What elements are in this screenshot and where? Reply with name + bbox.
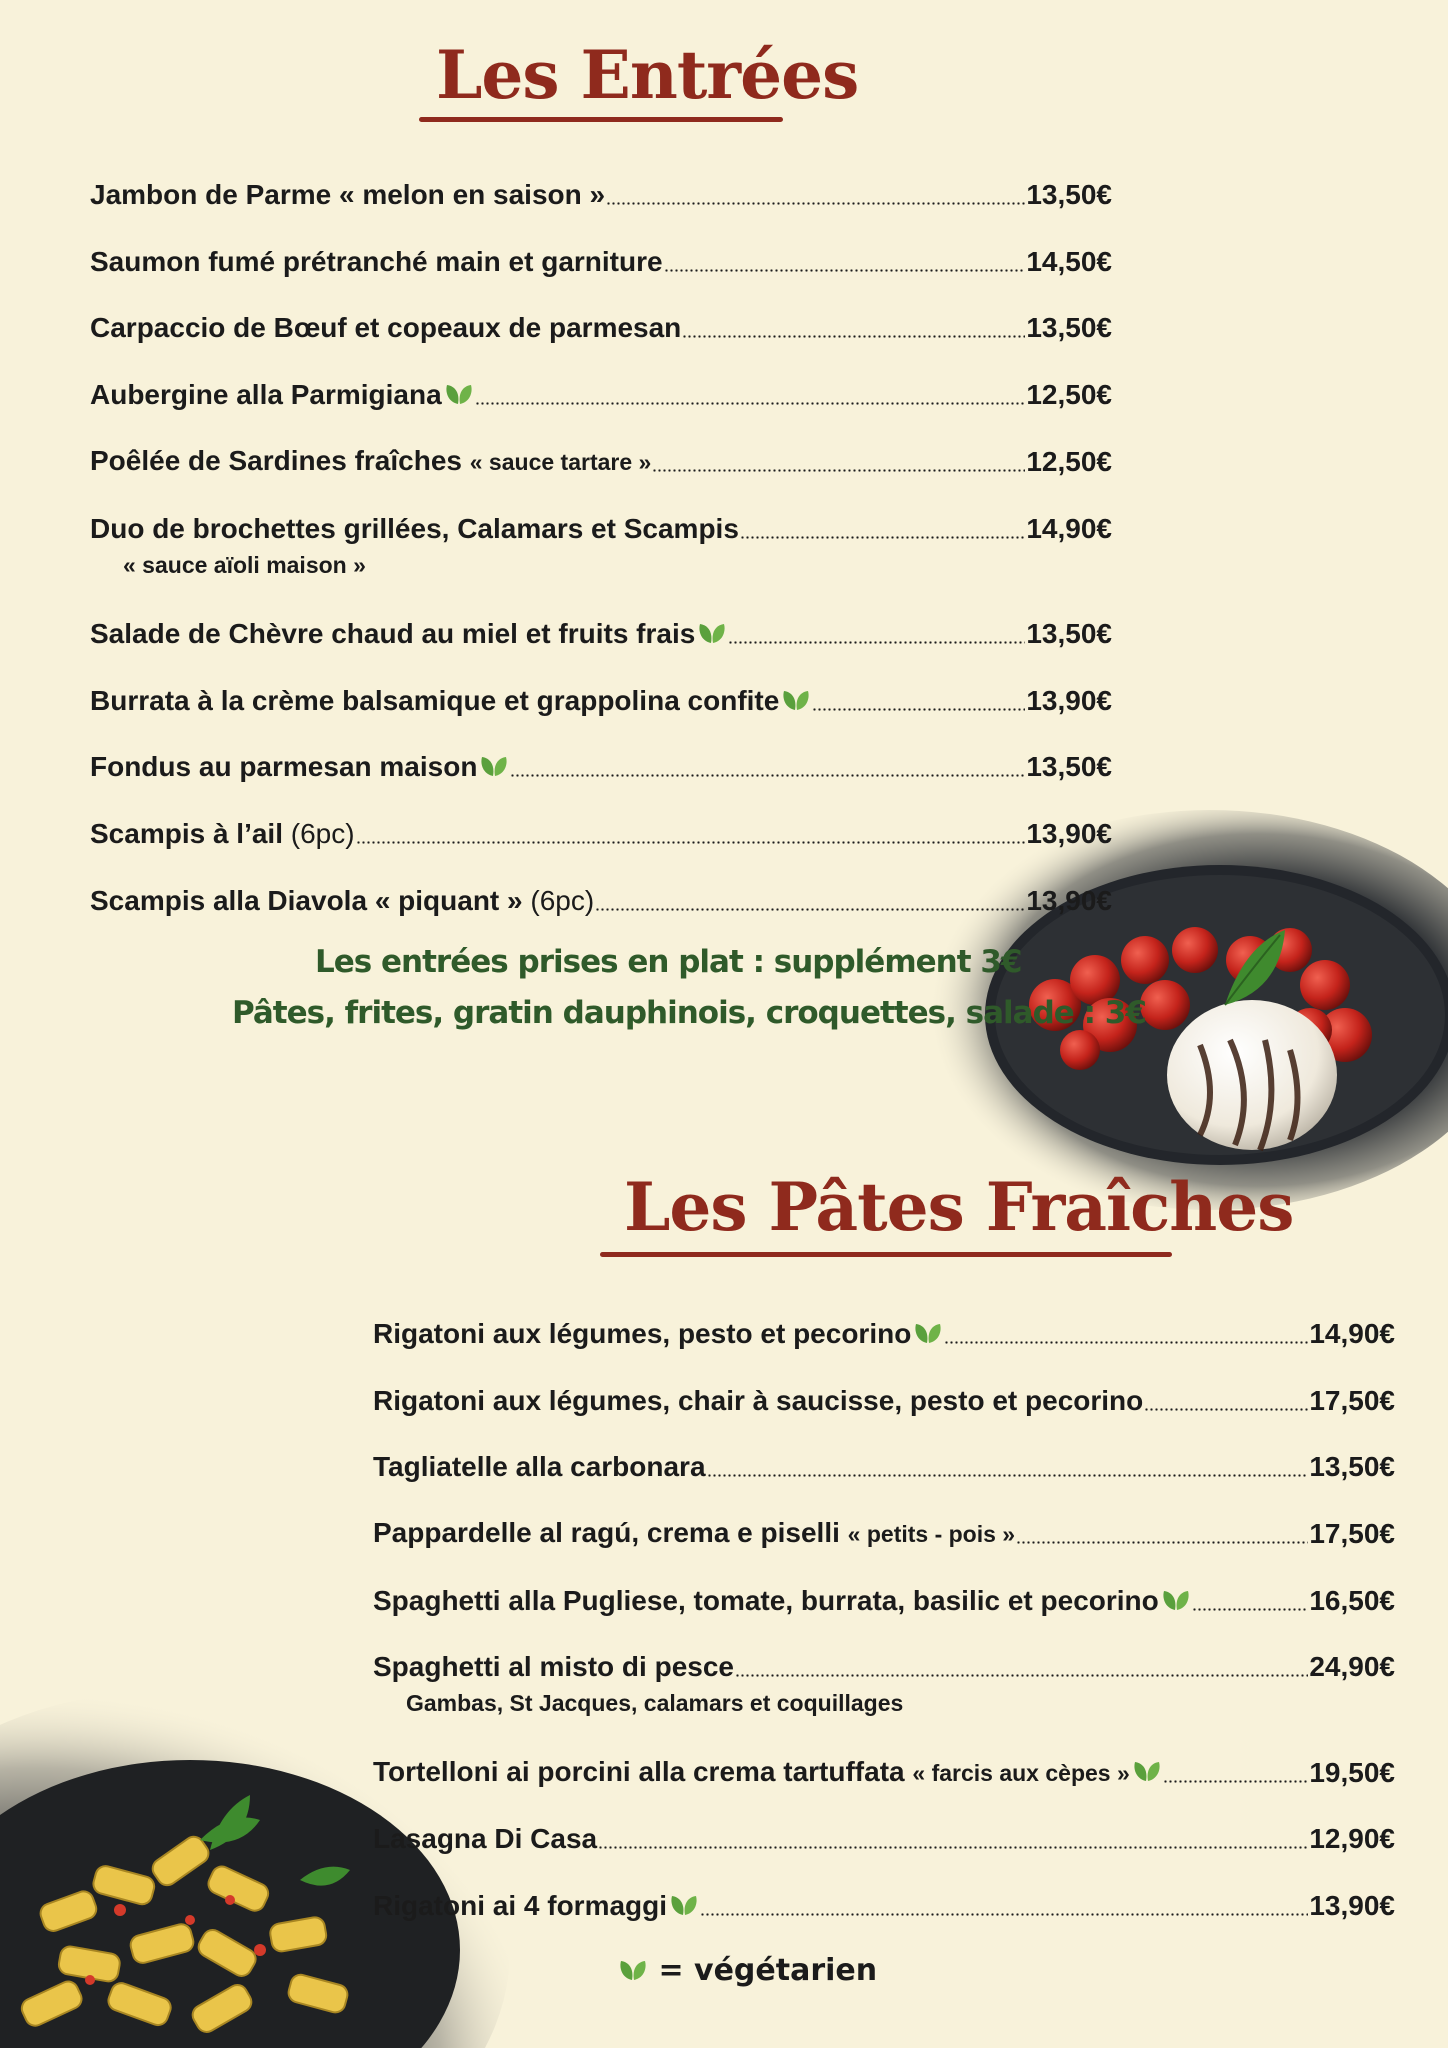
pates-item-name (373, 1516, 1015, 1551)
pates-item (373, 1883, 1395, 1923)
dot-leader (812, 708, 1025, 711)
leaf-icon (781, 688, 811, 712)
vegetarian-legend-text: = végétarien (658, 1953, 878, 1988)
entrees-item-detail: « sauce tartare » (469, 449, 652, 475)
entrees-item-detail: (6pc) (530, 885, 595, 916)
dot-leader (510, 774, 1025, 777)
leaf-icon (479, 754, 509, 778)
pates-item-detail: « petits - pois » (847, 1521, 1016, 1547)
pates-item (373, 1750, 1395, 1790)
dot-leader (475, 402, 1026, 405)
pates-item-name-text: Tagliatelle alla carbonara (373, 1451, 706, 1482)
pates-item-price: 13,90€ (1309, 1890, 1395, 1921)
entrees-item-name (90, 444, 651, 479)
entrees-item-price: 14,50€ (1026, 246, 1112, 277)
entrees-item-name-text: Poêlée de Sardines fraîches (90, 445, 470, 476)
pates-item-name-text: Tortelloni ai porcini alla crema tartuffata (373, 1756, 913, 1787)
entrees-item-name (90, 617, 727, 651)
entrees-item-name (90, 311, 681, 345)
entrees-item-name-text: Scampis à l’ail (90, 818, 291, 849)
entrees-item (90, 305, 1112, 345)
entrees-item-name-text: Scampis alla Diavola « piquant » (90, 885, 531, 916)
entrees-item-price: 13,50€ (1026, 618, 1112, 649)
leaf-icon (669, 1893, 699, 1917)
entrees-item-name-text: Jambon de Parme « melon en saison » (90, 179, 606, 210)
pates-item-name (373, 1584, 1191, 1618)
pates-item-price: 13,50€ (1309, 1451, 1395, 1482)
dot-leader (356, 841, 1026, 844)
entrees-item-name (90, 884, 594, 918)
entrees-item-price: 13,90€ (1026, 818, 1112, 849)
leaf-icon (913, 1321, 943, 1345)
pates-item-price: 17,50€ (1309, 1385, 1395, 1416)
pates-title: Les Pâtes Fraîches (624, 1168, 1294, 1246)
entrees-note-sides: Pâtes, frites, gratin dauphinois, croquettes, salade : 3€ (232, 995, 1146, 1031)
pates-item-name-text: Lasagna Di Casa (373, 1823, 598, 1854)
entrees-item-detail: (6pc) (290, 818, 355, 849)
entrees-item-name (90, 512, 739, 546)
entrees-item-name-text: Saumon fumé prétranché main et garniture (90, 246, 663, 277)
leaf-icon (618, 1958, 648, 1982)
pates-item (373, 1311, 1395, 1351)
dot-leader (735, 1674, 1308, 1677)
entrees-item-name (90, 684, 811, 718)
leaf-icon (697, 621, 727, 645)
entrees-item-price: 13,50€ (1026, 179, 1112, 210)
entrees-item-name-text: Duo de brochettes grillées, Calamars et Scampis (90, 513, 739, 544)
leaf-icon (1132, 1759, 1162, 1783)
pates-item-name-text: Rigatoni aux légumes, pesto et pecorino (373, 1318, 912, 1349)
dot-leader (595, 908, 1025, 911)
pates-item-price: 14,90€ (1309, 1318, 1395, 1349)
entrees-item-price: 14,90€ (1026, 513, 1112, 544)
pates-item-price: 17,50€ (1309, 1518, 1395, 1549)
pates-item-price: 16,50€ (1309, 1585, 1395, 1616)
entrees-item (90, 678, 1112, 718)
pates-item-name (373, 1650, 734, 1684)
entrees-item-name (90, 178, 605, 212)
entrees-item-name (90, 817, 355, 851)
dot-leader (682, 335, 1025, 338)
pates-item-name-text: Pappardelle al ragú, crema e piselli (373, 1517, 848, 1548)
dot-leader (707, 1474, 1309, 1477)
pates-item-name-text: Spaghetti al misto di pesce (373, 1651, 734, 1682)
pates-item-name (373, 1317, 943, 1351)
pates-item-name-text: Rigatoni ai 4 formaggi (373, 1890, 668, 1921)
entrees-item-name (90, 245, 663, 279)
pates-item-name (373, 1450, 706, 1484)
dot-leader (1163, 1780, 1309, 1783)
entrees-item (90, 878, 1112, 918)
dot-leader (1192, 1608, 1309, 1611)
pates-item-price: 12,90€ (1309, 1823, 1395, 1854)
entrees-item-note: « sauce aïoli maison » (123, 552, 366, 578)
pates-item (373, 1644, 1395, 1684)
dot-leader (664, 269, 1026, 272)
entrees-item (90, 611, 1112, 651)
pates-item (373, 1578, 1395, 1618)
leaf-icon (444, 382, 474, 406)
pates-title-underline (600, 1252, 1172, 1257)
pates-item-name (373, 1889, 699, 1923)
entrees-item (90, 744, 1112, 784)
dot-leader (606, 202, 1025, 205)
dot-leader (1144, 1408, 1308, 1411)
dot-leader (728, 641, 1025, 644)
dot-leader (740, 536, 1025, 539)
pates-item-name-text: Spaghetti alla Pugliese, tomate, burrata, basilic et pecorino (373, 1585, 1159, 1616)
pates-item-name (373, 1755, 1162, 1790)
dot-leader (652, 469, 1025, 472)
vegetarian-legend (616, 1953, 877, 1988)
pates-item-name (373, 1384, 1143, 1418)
entrees-item-name-text: Burrata à la crème balsamique et grappolina confite (90, 685, 780, 716)
pates-item (373, 1816, 1395, 1856)
entrees-item-price: 13,50€ (1026, 312, 1112, 343)
pates-item-price: 19,50€ (1309, 1757, 1395, 1788)
entrees-item-price: 13,90€ (1026, 685, 1112, 716)
dot-leader (700, 1913, 1308, 1916)
pates-item (373, 1444, 1395, 1484)
pates-item (373, 1378, 1395, 1418)
entrees-item (90, 506, 1112, 546)
entrees-item (90, 172, 1112, 212)
entrees-item (90, 811, 1112, 851)
pates-item-name-text: Rigatoni aux légumes, chair à saucisse, pesto et pecorino (373, 1385, 1144, 1416)
entrees-item-name-text: Salade de Chèvre chaud au miel et fruits frais (90, 618, 696, 649)
pates-item-name (373, 1822, 597, 1856)
entrees-note-supplement: Les entrées prises en plat : supplément 3€ (315, 944, 1022, 980)
entrees-item-name (90, 378, 474, 412)
entrees-item (90, 372, 1112, 412)
entrees-item-name-text: Carpaccio de Bœuf et copeaux de parmesan (90, 312, 682, 343)
leaf-icon (1161, 1588, 1191, 1612)
entrees-item (90, 239, 1112, 279)
entrees-title-underline (419, 117, 783, 122)
pates-item-price: 24,90€ (1309, 1651, 1395, 1682)
pates-item-detail: « farcis aux cèpes » (912, 1760, 1130, 1786)
pates-item (373, 1511, 1395, 1551)
entrees-item-price: 12,50€ (1026, 446, 1112, 477)
pates-item-note: Gambas, St Jacques, calamars et coquillages (406, 1690, 904, 1716)
entrees-item-price: 12,50€ (1026, 379, 1112, 410)
entrees-item-price: 13,90€ (1026, 885, 1112, 916)
entrees-item-name-text: Aubergine alla Parmigiana (90, 379, 442, 410)
dot-leader (598, 1846, 1308, 1849)
dot-leader (1016, 1541, 1308, 1544)
dot-leader (944, 1341, 1308, 1344)
entrees-title: Les Entrées (436, 36, 859, 114)
entrees-item-name-text: Fondus au parmesan maison (90, 751, 478, 782)
entrees-item-name (90, 750, 509, 784)
entrees-item (90, 439, 1112, 479)
entrees-item-price: 13,50€ (1026, 751, 1112, 782)
